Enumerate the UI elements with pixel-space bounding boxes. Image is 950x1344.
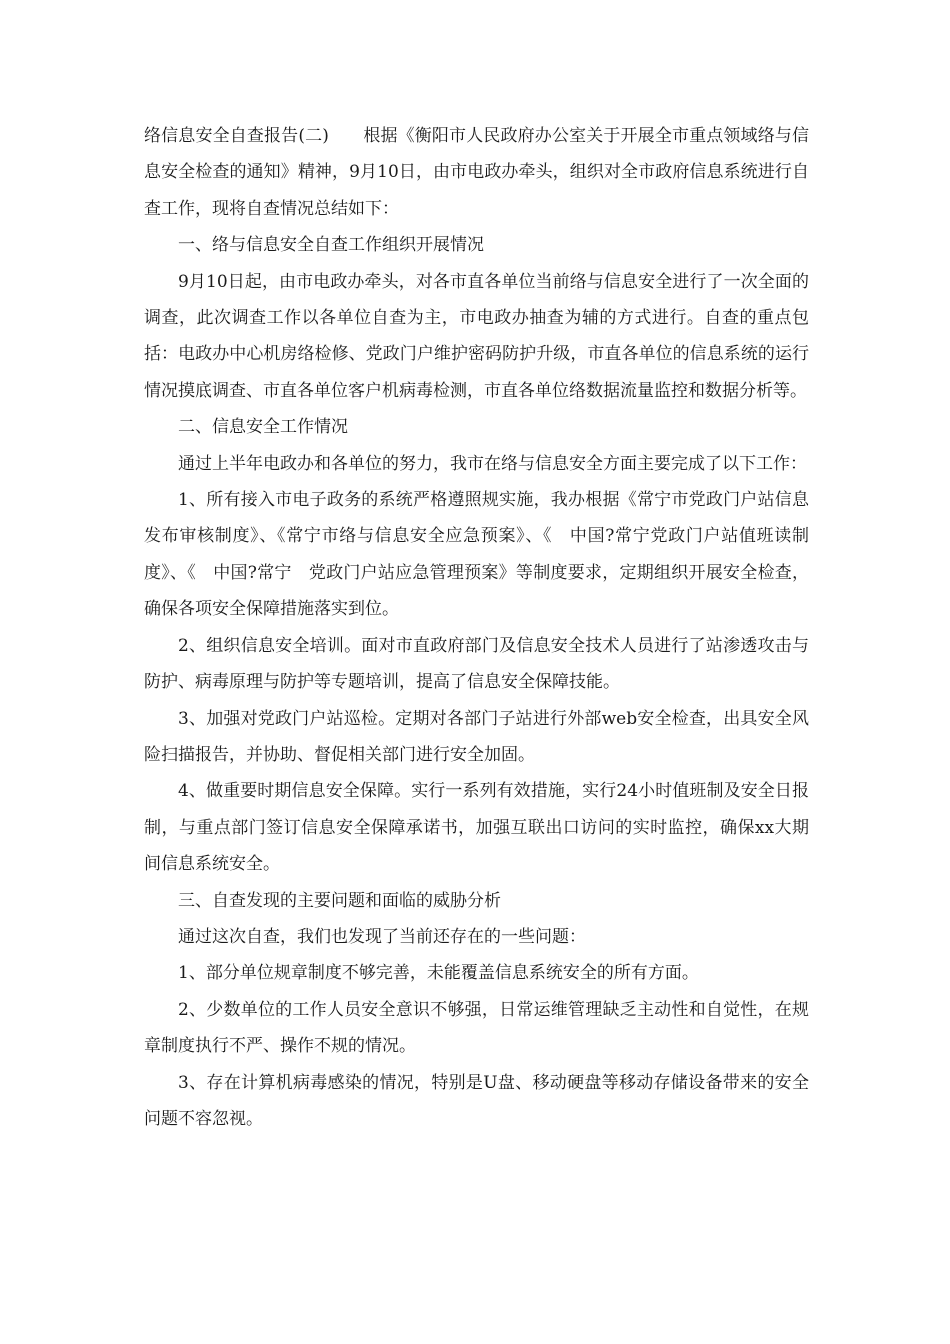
list-item-paragraph: 2、少数单位的工作人员安全意识不够强，日常运维管理缺乏主动性和自觉性，在规章制度执行不严、操作不规的情况。 [144,999,809,1057]
section-heading-2: 二、信息安全工作情况 [178,417,348,438]
document-body [144,118,809,1137]
section-heading-1: 一、络与信息安全自查工作组织开展情况 [178,235,484,256]
list-item-paragraph: 3、加强对党政门户站巡检。定期对各部门子站进行外部web安全检查，出具安全风险扫描报告，并协助、督促相关部门进行安全加固。 [144,708,809,765]
section-heading-3: 三、自查发现的主要问题和面临的威胁分析 [178,890,501,911]
list-item-paragraph: 4、做重要时期信息安全保障。实行一系列有效措施，实行24小时值班制及安全日报制，与重点部门签订信息安全保障承诺书，加强互联出口访问的实时监控，确保xx大期间信息系统安全。 [144,781,809,875]
body-paragraph: 9月10日起，由市电政办牵头，对各市直各单位当前络与信息安全进行了一次全面的调查，此次调查工作以各单位自查为主，市电政办抽查为辅的方式进行。自查的重点包括：电政办中心机房络检修、党政门户维护密码防护升级，市直各单位的信息系统的运行情况摸底调查、市直各单位客户机病毒检测，市直各单位络数据流量监控和数据分析等。 [144,271,809,401]
body-paragraph: 通过上半年电政办和各单位的努力，我市在络与信息安全方面主要完成了以下工作： [178,453,807,474]
body-paragraph: 通过这次自查，我们也发现了当前还存在的一些问题： [178,926,586,947]
list-item-paragraph: 3、存在计算机病毒感染的情况，特别是U盘、移动硬盘等移动存储设备带来的安全问题不容忽视。 [144,1072,809,1129]
list-item-paragraph: 1、部分单位规章制度不够完善，未能覆盖信息系统安全的所有方面。 [178,963,699,984]
list-item-paragraph: 1、所有接入市电子政务的系统严格遵照规实施，我办根据《常宁市党政门户站信息发布审核制度》、《常宁市络与信息安全应急预案》、《 中国?常宁党政门户站值班读制度》、《 中国?常宁 党政门户站应急管理预案》等制度要求，定期组织开展安全检查，确保各项安全保障措施落实到位。 [144,490,809,620]
intro-paragraph: 络信息安全自查报告(二) 根据《衡阳市人民政府办公室关于开展全市重点领域络与信息安全检查的通知》精神，9月10日，由市电政办牵头，组织对全市政府信息系统进行自查工作，现将自查情况总结如下： [144,126,809,219]
list-item-paragraph: 2、组织信息安全培训。面对市直政府部门及信息安全技术人员进行了站渗透攻击与防护、病毒原理与防护等专题培训，提高了信息安全保障技能。 [144,635,809,693]
